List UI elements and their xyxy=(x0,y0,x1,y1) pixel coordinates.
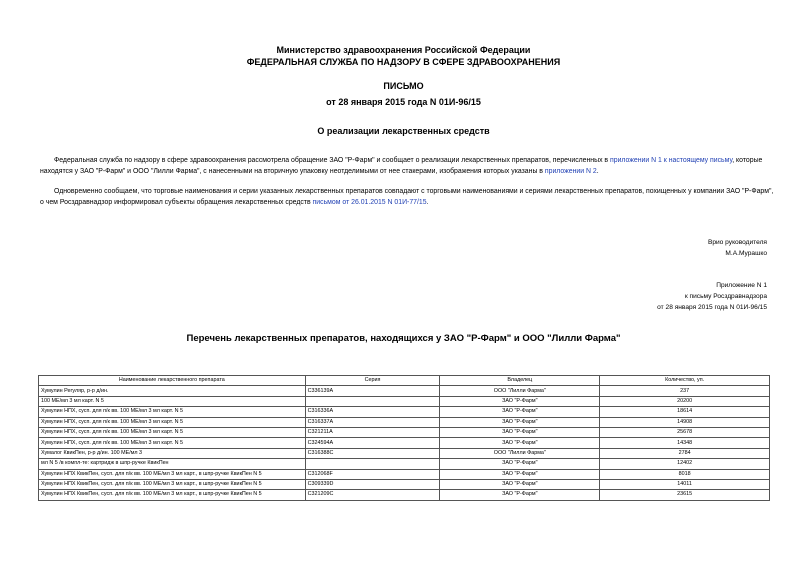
cell-owner: ООО "Лилли Фарма" xyxy=(440,386,600,396)
paragraph-2-text-a: Одновременно сообщаем, что торговые наименования и серии указанных лекарственных препаратов совпадают с торговыми наименованиями и сериями лекарственных препаратов, похищенных у компании ЗАО "Р-Фарм", о чем Росздравнадзор информировал субъекты обращения лекарственных средств xyxy=(40,188,774,206)
cell-owner: ЗАО "Р-Фарм" xyxy=(440,427,600,437)
paragraph-1-text-b: , которые находятся у ЗАО "Р-Фарм" и ООО "Лилли Фарма", с нанесенными на вторичную упаковку неотделимыми от нее стакерами, изображения которых указаны в xyxy=(40,157,763,175)
signature-position: Врио руководителя xyxy=(707,239,767,246)
header-name: Наименование лекарственного препарата xyxy=(39,376,306,386)
drugs-table xyxy=(38,375,770,501)
cell-quantity: 20200 xyxy=(600,396,770,406)
cell-owner: ЗАО "Р-Фарм" xyxy=(440,479,600,489)
service-name: ФЕДЕРАЛЬНАЯ СЛУЖБА ПО НАДЗОРУ В СФЕРЕ ЗДРАВООХРАНЕНИЯ xyxy=(246,57,561,67)
cell-quantity: 14908 xyxy=(600,417,770,427)
cell-quantity: 12402 xyxy=(600,459,770,469)
cell-quantity: 14011 xyxy=(600,479,770,489)
cell-name: 100 МЕ/мл 3 мл карт. N 5 xyxy=(39,396,306,406)
cell-name: мл N 5 /в компл-те: картридж в шпр-ручке КвикПен xyxy=(39,459,306,469)
table-header-row xyxy=(39,376,770,386)
table-row xyxy=(39,396,770,406)
cell-owner: ЗАО "Р-Фарм" xyxy=(440,490,600,500)
cell-name: Хумулин НПХ, сусп. для п/к вв. 100 МЕ/мл 3 мл карт. N 5 xyxy=(39,427,306,437)
table-row xyxy=(39,386,770,396)
cell-owner: ООО "Лилли Фарма" xyxy=(440,448,600,458)
header-series: Серия xyxy=(305,376,440,386)
cell-name: Хумулин НПХ, сусп. для п/к вв. 100 МЕ/мл 3 мл карт. N 5 xyxy=(39,407,306,417)
cell-series: C321211A xyxy=(305,427,440,437)
table-row xyxy=(39,490,770,500)
header-quantity: Количество, уп. xyxy=(600,376,770,386)
link-letter-26-01-2015[interactable]: письмом от 26.01.2015 N 01И-77/15 xyxy=(312,199,427,206)
table-row xyxy=(39,427,770,437)
document-date-number: от 28 января 2015 года N 01И-96/15 xyxy=(326,97,481,107)
cell-series xyxy=(305,459,440,469)
appendix-label: Приложение N 1 xyxy=(716,282,767,289)
appendix-title: Перечень лекарственных препаратов, находящихся у ЗАО "Р-Фарм" и ООО "Лилли Фарма" xyxy=(186,333,621,344)
table-row xyxy=(39,479,770,489)
table-row xyxy=(39,459,770,469)
header-owner: Владелец xyxy=(440,376,600,386)
cell-name: Хумалог КвикПен, р-р д/ин. 100 МЕ/мл 3 xyxy=(39,448,306,458)
cell-series: C316388C xyxy=(305,448,440,458)
cell-series: C324594A xyxy=(305,438,440,448)
cell-quantity: 8018 xyxy=(600,469,770,479)
paragraph-1-text-c: . xyxy=(596,168,599,175)
paragraph-1-text-a: Федеральная служба по надзору в сфере здравоохранения рассмотрела обращение ЗАО "Р-Фарм" и сообщает о реализации лекарственных препаратов, перечисленных в xyxy=(54,157,611,164)
appendix-date-number: от 28 января 2015 года N 01И-96/15 xyxy=(657,304,767,311)
appendix-to-letter: к письму Росздравнадзора xyxy=(684,293,767,300)
table-row xyxy=(39,407,770,417)
cell-quantity: 18614 xyxy=(600,407,770,417)
cell-name: Хумулин НПХ, сусп. для п/к вв. 100 МЕ/мл 3 мл карт. N 5 xyxy=(39,417,306,427)
cell-series: C309339D xyxy=(305,479,440,489)
cell-quantity: 237 xyxy=(600,386,770,396)
cell-name: Хумулин НПХ КвикПен, сусп. для п/к вв. 100 МЕ/мл 3 мл карт., в шпр-ручке КвикПен N 5 xyxy=(39,490,306,500)
cell-quantity: 14348 xyxy=(600,438,770,448)
cell-owner: ЗАО "Р-Фарм" xyxy=(440,417,600,427)
cell-quantity: 25678 xyxy=(600,427,770,437)
cell-owner: ЗАО "Р-Фарм" xyxy=(440,459,600,469)
signature-name: М.А.Мурашко xyxy=(725,250,767,257)
cell-series: C316337A xyxy=(305,417,440,427)
link-appendix-2[interactable]: приложении N 2 xyxy=(544,168,597,175)
document-subject: О реализации лекарственных средств xyxy=(317,126,490,136)
cell-name: Хумулин НПХ КвикПен, сусп. для п/к вв. 100 МЕ/мл 3 мл карт., в шпр-ручке КвикПен N 5 xyxy=(39,479,306,489)
cell-series xyxy=(305,396,440,406)
cell-series: C312068F xyxy=(305,469,440,479)
paragraph-2 xyxy=(40,186,775,208)
ministry-name: Министерство здравоохранения Российской Федерации xyxy=(276,45,531,55)
appendix-header xyxy=(657,280,767,313)
cell-name: Хумулин НПХ КвикПен, сусп. для п/к вв. 100 МЕ/мл 3 мл карт., в шпр-ручке КвикПен N 5 xyxy=(39,469,306,479)
cell-series: C321209C xyxy=(305,490,440,500)
document-type: ПИСЬМО xyxy=(383,81,424,91)
cell-series: C316336A xyxy=(305,407,440,417)
cell-quantity: 23615 xyxy=(600,490,770,500)
table-row xyxy=(39,438,770,448)
paragraph-1 xyxy=(40,155,775,177)
cell-owner: ЗАО "Р-Фарм" xyxy=(440,407,600,417)
cell-name: Хумулин Регуляр, р-р д/ин. xyxy=(39,386,306,396)
table-row xyxy=(39,448,770,458)
cell-series: C336139A xyxy=(305,386,440,396)
paragraph-2-text-b: . xyxy=(426,199,429,206)
cell-quantity: 2784 xyxy=(600,448,770,458)
cell-owner: ЗАО "Р-Фарм" xyxy=(440,438,600,448)
cell-owner: ЗАО "Р-Фарм" xyxy=(440,469,600,479)
table-row xyxy=(39,417,770,427)
signature-block xyxy=(708,237,767,259)
link-appendix-1[interactable]: приложении N 1 к настоящему письму xyxy=(610,157,733,164)
cell-name: Хумулин НПХ, сусп. для п/к вв. 100 МЕ/мл 3 мл карт. N 5 xyxy=(39,438,306,448)
table-row xyxy=(39,469,770,479)
cell-owner: ЗАО "Р-Фарм" xyxy=(440,396,600,406)
